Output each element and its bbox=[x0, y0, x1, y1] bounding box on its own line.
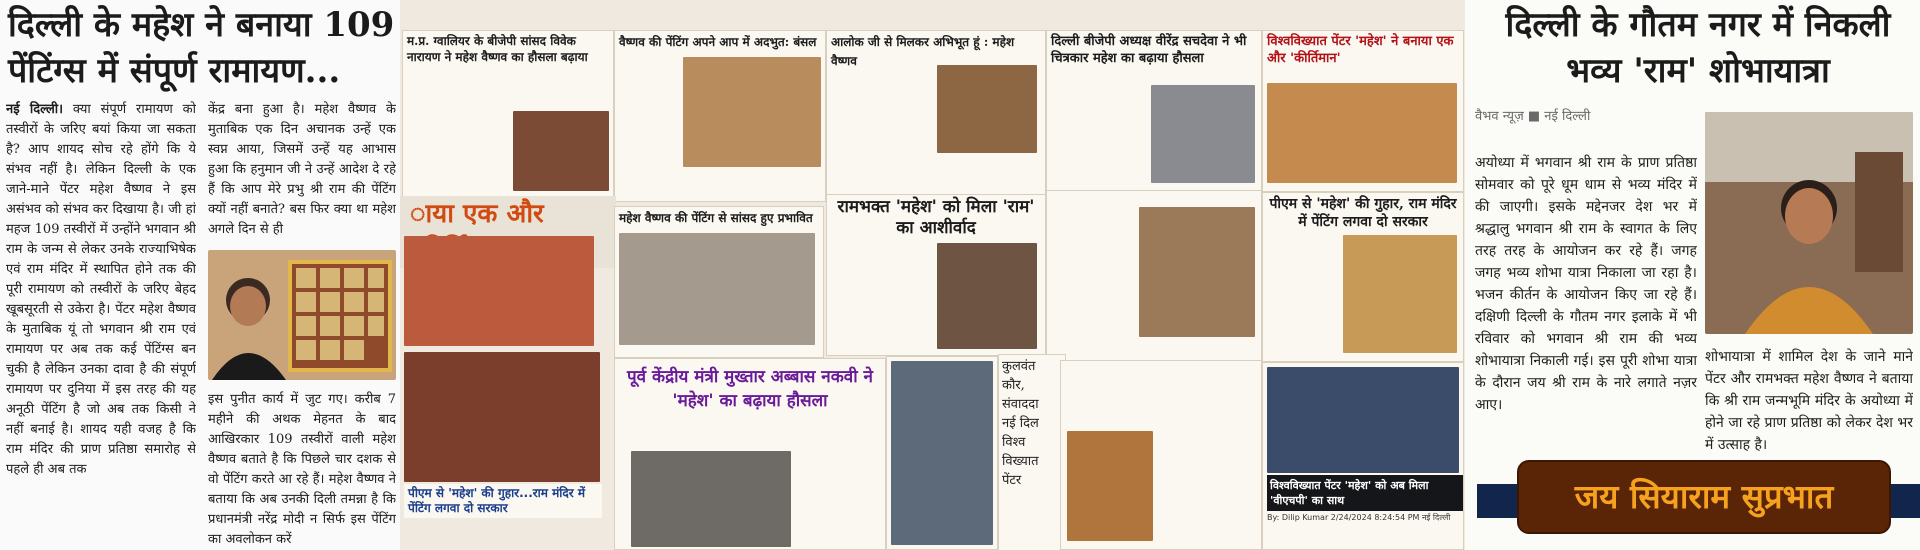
news-clip-ashirwad bbox=[826, 194, 1046, 356]
clip-photo bbox=[683, 57, 821, 167]
clip-photo bbox=[1343, 235, 1457, 353]
news-collage bbox=[400, 0, 1465, 550]
clip-headline: विश्वविख्यात पेंटर 'महेश' ने बनाया एक और 'कीर्तिमान' bbox=[1267, 34, 1454, 66]
left-article-col2a: केंद्र बना हुआ है। महेश वैष्णव के मुताबिक एक दिन अचानक उन्हें एक स्वप्न आया, जिसमें उन्हें यह आभास हुआ कि हनुमान जी ने उन्हें आदेश दे रहे हैं कि आप मेरे प्रभु श्री राम की पेंटिंग क्यों नहीं बनाते? बस फिर क्या था महेश अगले दिन से ही bbox=[208, 102, 396, 237]
pm-caption: पीएम से 'महेश' की गुहार...राम मंदिर में पेंटिंग लगवा दो सरकार bbox=[404, 484, 602, 518]
clip-photo bbox=[1067, 431, 1153, 541]
news-clip-bansal bbox=[614, 30, 826, 202]
clip-photo bbox=[1151, 85, 1255, 183]
clip-photo bbox=[937, 65, 1037, 153]
right-article-col1: अयोध्या में भगवान श्री राम के प्राण प्रतिष्ठा सोमवार को पूरे धूम धाम से भव्य मंदिर में की जाएगी। इसके मद्देनजर देश भर में श्रद्धालु भगवान श्री राम के स्वागत के लिए तरह तरह के आयोजन कर रहे हैं। जगह जगह भव्य शोभा यात्रा निकाला जा रहा है। भजन कीर्तन के आयोजन किए जा रहे हैं। दक्षिणी दिल्ली के गौतम नगर इलाके में भी रविवार को भगवान श्री राम की भव्य शोभायात्रा निकाली गई। इस पूरी शोभा यात्रा के दौरान जय श्री राम के नारे लगाते नज़र आए। bbox=[1475, 155, 1697, 413]
clip-photo bbox=[937, 243, 1037, 349]
pm-photo bbox=[404, 352, 600, 482]
left-article-col2b: इस पुनीत कार्य में जुट गए। करीब 7 महीने की अथक मेहनत के बाद आखिरकार 109 तस्वीरों वाली महेश वैष्णव बताते है कि पिछले चार दशक से वो पेंटिंग करते आ रहे हैं। महेश वैष्णव ने बताया कि अब उनकी दिली तमन्ना है कि प्रधानमंत्री नरेंद्र मोदी न सिर्फ इस पेंटिंग का अवलोकन करें bbox=[208, 392, 396, 547]
right-headline: दिल्ली के गौतम नगर में निकली भव्य 'राम' शोभायात्रा bbox=[1505, 5, 1891, 91]
vhp-headline: विश्वविख्यात पेंटर 'महेश' को अब मिला 'वीएचपी' का साथ bbox=[1267, 475, 1464, 511]
clip-photo bbox=[631, 451, 791, 547]
clip-headline: दिल्ली बीजेपी अध्यक्ष वीरेंद्र सचदेवा ने भी चित्रकार महेश का बढ़ाया हौसला bbox=[1051, 34, 1247, 66]
news-clip-text bbox=[1046, 190, 1262, 362]
news-clip-vhp bbox=[1262, 362, 1464, 550]
news-clip-text-2 bbox=[1060, 360, 1262, 550]
news-clip-photo bbox=[886, 356, 998, 550]
right-article-col2: शोभायात्रा में शामिल देश के जाने माने पेंटर और रामभक्त महेश वैष्णव ने बताया कि श्री राम जन्मभूमि मंदिर के अयोध्या में होने जा रहे प्राण प्रतिष्ठा को लेकर देश भर में उत्साह है। bbox=[1705, 349, 1913, 453]
clip-headline: आलोक जी से मिलकर अभिभूत हूं : महेश वैष्णव bbox=[831, 35, 1015, 68]
news-clip-pm bbox=[1262, 192, 1464, 362]
side-line: पेंटर bbox=[1002, 473, 1022, 488]
right-article bbox=[1465, 0, 1920, 550]
clip-headline: रामभक्त 'महेश' को मिला 'राम' का आशीर्वाद bbox=[837, 197, 1035, 238]
news-clip-naqvi bbox=[614, 358, 886, 550]
clip-headline: महेश वैष्णव की पेंटिंग से सांसद हुए प्रभावित bbox=[619, 211, 813, 225]
left-col1-text: क्या संपूर्ण रामायण को तस्वीरों के जरिए बयां किया जा सकता है? आप शायद सोच रहे होंगे कि ये संभव नहीं है। लेकिन दिल्ली के एक जाने-माने पेंटर महेश वैष्णव ने इस असंभव को संभव कर दिखाया है। जी हां महज 109 तस्वीरों में उन्होंने भगवान श्री राम के जन्म से लेकर उनके राज्याभिषेक एवं राम मंदिर में स्थापित होने तक की पूरी रामायण को तस्वीरों के जरिए बेहद खूबसूरती से उकेरा है। पेंटर महेश वैष्णव के मुताबिक यूं तो भगवान श्री राम एवं रामायण पर अब तक कई पेंटिंग्स बन चुकी है लेकिन उनका दावा है की संपूर्ण रामायण पर दुनिया में इस तरह की यह अनूठी पेंटिंग है जो अब तक किसी ने नहीं बनाई है। शायद यही वजह है कि राम मंदिर की प्राण प्रतिष्ठा समारोह से पहले ही अब तक bbox=[6, 102, 196, 477]
clip-photo bbox=[891, 361, 993, 545]
left-article bbox=[0, 0, 400, 550]
side-column bbox=[998, 354, 1066, 550]
kirtiman-banner: ाया एक और bbox=[400, 196, 616, 268]
left-dateline: नई दिल्ली। bbox=[6, 102, 64, 117]
side-line: कुलवंत कौर, bbox=[1002, 359, 1036, 393]
side-line: विश्व bbox=[1002, 435, 1026, 450]
side-line: नई दिल bbox=[1002, 416, 1039, 431]
right-byline: वैभव न्यूज़ ■ नई दिल्ली bbox=[1475, 109, 1591, 124]
clip-photo bbox=[1139, 207, 1255, 337]
news-clip-kirtiman bbox=[1262, 30, 1464, 192]
procession-photo bbox=[1705, 112, 1913, 334]
painter-photo bbox=[208, 250, 396, 380]
clip-photo bbox=[619, 233, 815, 345]
news-clip-vivek bbox=[402, 30, 614, 202]
vhp-byline: By: Dilip Kumar 2/24/2024 8:24:54 PM नई दिल्ली bbox=[1267, 513, 1451, 522]
side-line: संवाददा bbox=[1002, 397, 1039, 412]
clip-headline: पीएम से 'महेश' की गुहार, राम मंदिर में पेंटिंग लगवा दो सरकार bbox=[1269, 196, 1457, 230]
news-clip-alok bbox=[826, 30, 1046, 202]
clip-photo bbox=[513, 111, 609, 191]
greeting-badge: जय सियाराम सुप्रभात bbox=[1517, 460, 1891, 534]
clip-photo bbox=[1267, 367, 1459, 473]
clip-headline: वैष्णव की पेंटिंग अपने आप में अदभुत: बंसल bbox=[619, 35, 817, 49]
side-line: विख्यात bbox=[1002, 454, 1039, 469]
kirtiman-photo bbox=[404, 236, 594, 346]
clip-headline: पूर्व केंद्रीय मंत्री मुख्तार अब्बास नकवी ने 'महेश' का बढ़ाया हौसला bbox=[627, 367, 873, 411]
clip-photo bbox=[1267, 83, 1457, 183]
clip-headline: म.प्र. ग्वालियर के बीजेपी सांसद विवेक नारायण ने महेश वैष्णव का हौसला बढ़ाया bbox=[407, 34, 588, 64]
news-clip-sachdeva bbox=[1046, 30, 1262, 192]
news-clip-sansad bbox=[614, 206, 824, 358]
left-article-col1 bbox=[6, 100, 196, 550]
left-headline: दिल्ली के महेश ने बनाया 109 पेंटिंग्स में संपूर्ण रामायण... bbox=[8, 5, 395, 91]
